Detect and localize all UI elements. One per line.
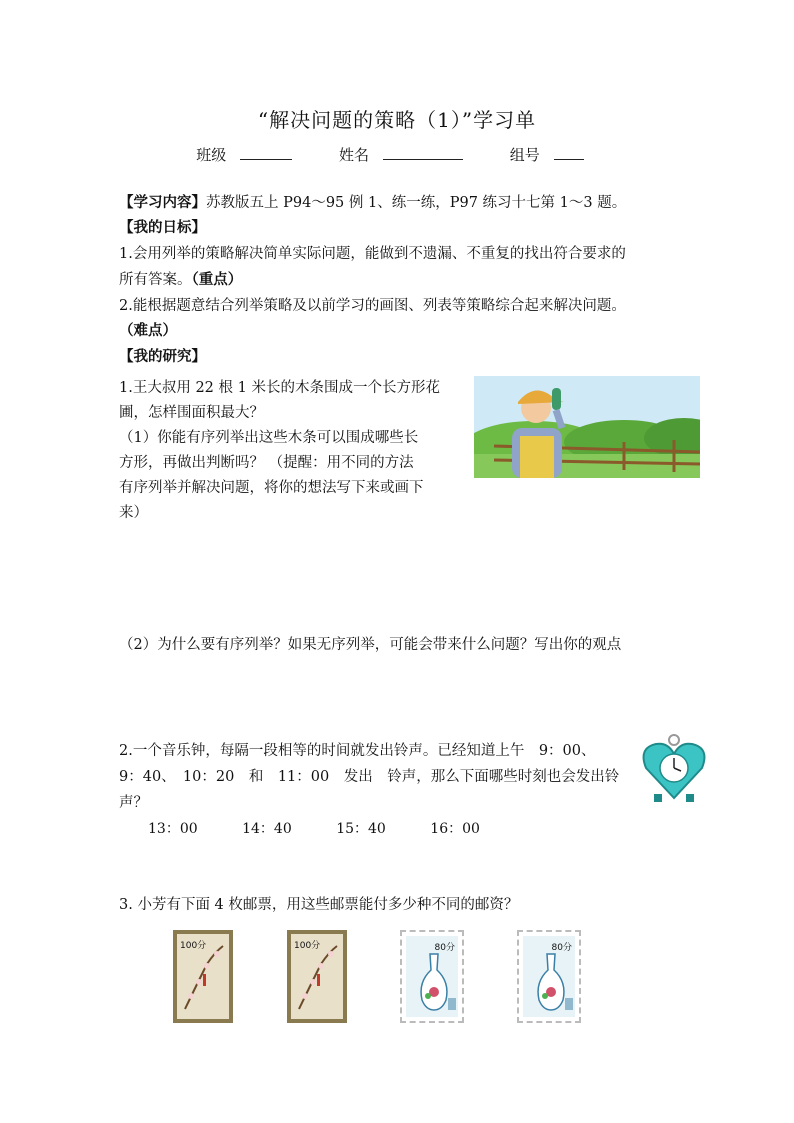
- stamp-value: 80分: [434, 943, 455, 953]
- class-field[interactable]: [196, 146, 306, 164]
- stamp-porcelain-vase: [400, 930, 464, 1023]
- q2-line-3: 声？: [119, 795, 148, 811]
- page-title: “解决问题的策略（1）”学习单: [257, 108, 537, 132]
- name-label: 姓名: [338, 146, 369, 164]
- stamp-value: 80分: [551, 943, 572, 953]
- student-info-line: [0, 144, 794, 165]
- stamp-plum-blossom: [173, 930, 233, 1023]
- learning-text: 苏教版五上 P94～95 例 1、练一练，P97 练习十七第 1～3 题。: [206, 195, 627, 211]
- time-options: [148, 818, 520, 838]
- time-option: 13：00: [148, 821, 198, 837]
- goal-1-line-2: [119, 270, 242, 290]
- q1-line-2: 圃，怎样围面积最大？: [119, 405, 264, 421]
- name-field[interactable]: [339, 146, 477, 164]
- stamp-porcelain-vase: [517, 930, 581, 1023]
- stamp-value: 100分: [180, 941, 207, 951]
- research-heading: 【我的研究】: [119, 348, 206, 365]
- clock-illustration: [640, 732, 708, 804]
- question-1: [119, 376, 440, 526]
- q1-line-5: 有序列举并解决问题，将你的想法写下来或画下: [119, 480, 424, 496]
- goal-1-text: 所有答案。: [119, 272, 192, 288]
- q1-line-6: 来）: [119, 505, 148, 521]
- goals-heading: 【我的日标】: [119, 219, 206, 236]
- group-field[interactable]: [510, 146, 598, 164]
- learning-content: [119, 193, 626, 213]
- class-label: 班级: [196, 146, 227, 164]
- farmer-illustration: [474, 376, 700, 478]
- question-2: [119, 738, 619, 816]
- goal-1-line-1: 1.会用列举的策略解决简单实际问题，能做到不遗漏、不重复的找出符合要求的: [119, 246, 626, 262]
- time-option: 15：40: [336, 821, 386, 837]
- q1-line-4: 方形，再做出判断吗？ （提醒：用不同的方法: [119, 455, 414, 471]
- goal-2-tag: （难点）: [119, 322, 177, 339]
- time-option: 14：40: [242, 821, 292, 837]
- question-3: 3. 小芳有下面 4 枚邮票，用这些邮票能付多少种不同的邮资？: [119, 897, 519, 913]
- group-label: 组号: [509, 146, 540, 164]
- q1-line-3: （1）你能有序列举出这些木条可以围成哪些长: [119, 430, 419, 446]
- q1-line-1: 1.王大叔用 22 根 1 米长的木条围成一个长方形花: [119, 380, 440, 396]
- stamp-value: 100分: [294, 941, 321, 951]
- goal-1-tag: （重点）: [191, 271, 243, 288]
- q2-line-1: 2.一个音乐钟，每隔一段相等的时间就发出铃声。已经知道上午 9：00、: [119, 743, 596, 759]
- q2-line-2: 9：40、 10：20 和 11：00 发出 铃声，那么下面哪些时刻也会发出铃: [119, 769, 620, 785]
- q1-sub-2: （2）为什么要有序列举？如果无序列举，可能会带来什么问题？写出你的观点: [119, 637, 622, 653]
- stamp-plum-blossom: [287, 930, 347, 1023]
- learning-label: 【学习内容】: [119, 194, 206, 211]
- goal-2-line-1: 2.能根据题意结合列举策略及以前学习的画图、列表等策略综合起来解决问题。: [119, 298, 626, 314]
- time-option: 16：00: [430, 821, 480, 837]
